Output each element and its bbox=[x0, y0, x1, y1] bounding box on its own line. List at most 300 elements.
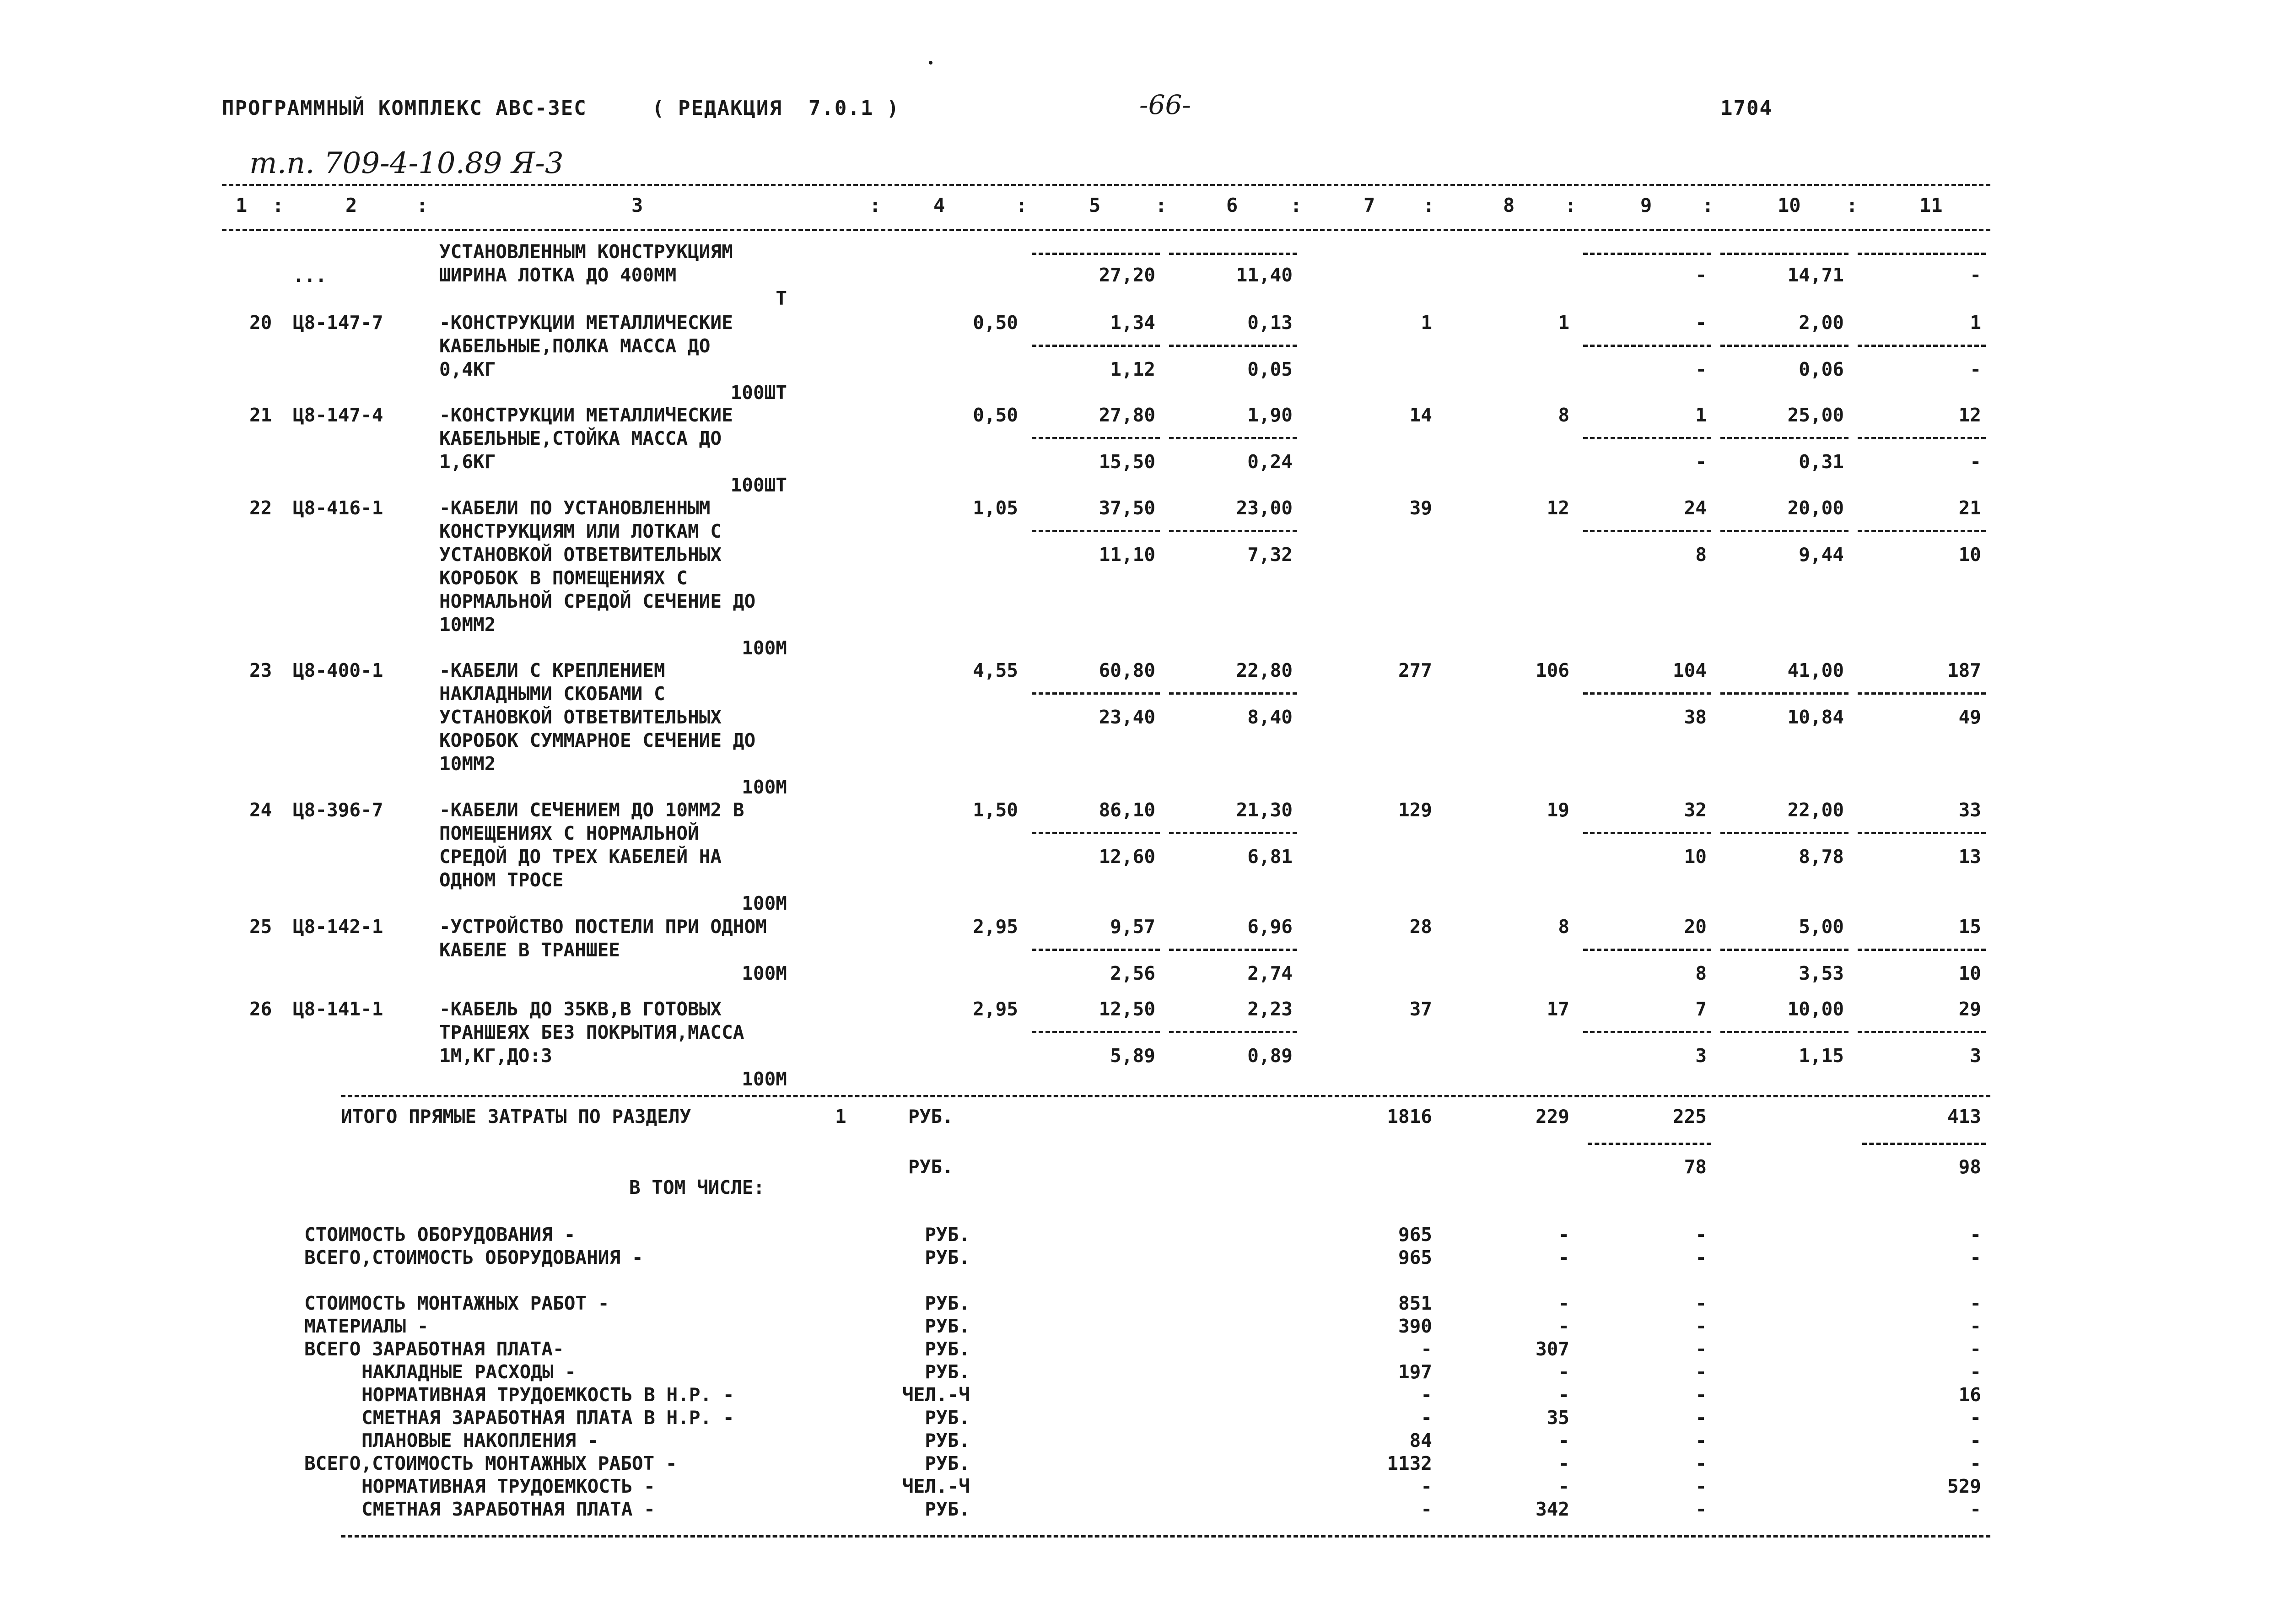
summary-unit: РУБ. bbox=[925, 1338, 970, 1360]
row-description-line: КАБЕЛЕ В ТРАНШЕЕ bbox=[439, 939, 620, 961]
row-description-line: КОНСТРУКЦИЯМ ИЛИ ЛОТКАМ С bbox=[439, 520, 722, 542]
summary-col8: - bbox=[1558, 1246, 1569, 1268]
summary-col9: - bbox=[1695, 1498, 1707, 1520]
total-label: ИТОГО ПРЯМЫЕ ЗАТРАТЫ ПО РАЗДЕЛУ bbox=[341, 1106, 691, 1128]
row-description-line: ТРАНШЕЯХ БЕЗ ПОКРЫТИЯ,МАССА bbox=[439, 1021, 744, 1043]
row-c11-bar bbox=[1858, 1031, 1986, 1033]
total-col7: 1816 bbox=[1387, 1106, 1432, 1128]
summary-unit: РУБ. bbox=[925, 1452, 970, 1474]
row-c10-bar bbox=[1720, 692, 1848, 695]
row-c11-total-value: 15 bbox=[1958, 916, 1981, 938]
summary-unit: РУБ. bbox=[925, 1246, 970, 1268]
row-c10-total-value: 22,00 bbox=[1787, 799, 1844, 821]
total-col9-b: 78 bbox=[1684, 1156, 1707, 1178]
row-description-line: 10ММ2 bbox=[439, 614, 496, 636]
row-c11-unit-value: 13 bbox=[1958, 846, 1981, 868]
row-c10-unit-value: 0,06 bbox=[1799, 358, 1844, 380]
row-c10-unit-value: 1,15 bbox=[1799, 1045, 1844, 1067]
summary-label: ВСЕГО ЗАРАБОТНАЯ ПЛАТА- bbox=[304, 1338, 564, 1360]
row-c5-bar bbox=[1032, 530, 1160, 532]
total-col11-bar bbox=[1862, 1143, 1986, 1145]
row-c5-unit-value: 5,89 bbox=[1110, 1045, 1155, 1067]
row-c11-unit-value: 10 bbox=[1958, 544, 1981, 566]
summary-col8: - bbox=[1558, 1292, 1569, 1314]
row-code: ... bbox=[293, 264, 327, 286]
row-description-line: 1,6КГ bbox=[439, 451, 496, 473]
summary-col11: - bbox=[1970, 1292, 1981, 1314]
row-c5-unit-value: 2,56 bbox=[1110, 962, 1155, 984]
summary-col9: - bbox=[1695, 1407, 1707, 1429]
row-c10-bar bbox=[1720, 949, 1848, 951]
summary-col11: - bbox=[1970, 1246, 1981, 1268]
summary-col8: - bbox=[1558, 1475, 1569, 1497]
row-c6-total-value: 21,30 bbox=[1236, 799, 1293, 821]
column-header-cell: : bbox=[1016, 194, 1028, 216]
row-c11-total-value: 187 bbox=[1947, 659, 1981, 681]
row-description-line: ПОМЕЩЕНИЯХ С НОРМАЛЬНОЙ bbox=[439, 822, 699, 844]
row-col8: 17 bbox=[1547, 998, 1569, 1020]
row-c9-bar bbox=[1583, 1031, 1711, 1033]
row-description-line: КАБЕЛЬНЫЕ,ПОЛКА МАССА ДО bbox=[439, 335, 711, 357]
summary-col11: 16 bbox=[1958, 1384, 1981, 1406]
column-header-cell: 11 bbox=[1919, 194, 1943, 216]
row-c10-total-value: 5,00 bbox=[1799, 916, 1844, 938]
total-col9-a: 225 bbox=[1672, 1106, 1707, 1128]
row-c5-total-value: 12,50 bbox=[1099, 998, 1155, 1020]
summary-col9: - bbox=[1695, 1361, 1707, 1383]
row-c5-bar bbox=[1032, 832, 1160, 834]
row-col7: 39 bbox=[1409, 497, 1432, 519]
column-header-cell: : bbox=[869, 194, 881, 216]
summary-col7: 851 bbox=[1398, 1292, 1432, 1314]
row-description-line: 1М,КГ,ДО:3 bbox=[439, 1045, 552, 1067]
row-c10-total-value: 20,00 bbox=[1787, 497, 1844, 519]
row-c11-unit-value: 3 bbox=[1970, 1045, 1981, 1067]
row-number: 24 bbox=[249, 799, 272, 821]
row-description-line: УСТАНОВЛЕННЫМ КОНСТРУКЦИЯМ bbox=[439, 241, 733, 263]
total-col11-a: 413 bbox=[1947, 1106, 1981, 1128]
row-c6-unit-value: 2,74 bbox=[1247, 962, 1293, 984]
row-c9-bar bbox=[1583, 692, 1711, 695]
row-code: Ц8-147-4 bbox=[293, 404, 383, 426]
row-col8: 8 bbox=[1558, 404, 1569, 426]
summary-unit: ЧЕЛ.-Ч bbox=[902, 1384, 970, 1406]
summary-label: НАКЛАДНЫЕ РАСХОДЫ - bbox=[361, 1361, 576, 1383]
row-c10-bar bbox=[1720, 345, 1848, 347]
row-c9-total-value: 20 bbox=[1684, 916, 1707, 938]
column-header-cell: 2 bbox=[345, 194, 357, 216]
summary-unit: РУБ. bbox=[925, 1361, 970, 1383]
row-c10-bar bbox=[1720, 253, 1848, 255]
including-label: В ТОМ ЧИСЛЕ: bbox=[629, 1176, 765, 1198]
row-c11-unit-value: - bbox=[1970, 264, 1981, 286]
summary-col9: - bbox=[1695, 1430, 1707, 1451]
row-col8: 19 bbox=[1547, 799, 1569, 821]
row-description-line: -КАБЕЛИ С КРЕПЛЕНИЕМ bbox=[439, 659, 665, 681]
total-col8: 229 bbox=[1535, 1106, 1569, 1128]
row-col4-norm: 4,55 bbox=[973, 659, 1018, 681]
speck bbox=[929, 61, 932, 65]
row-c9-bar bbox=[1583, 530, 1711, 532]
summary-col11: - bbox=[1970, 1452, 1981, 1474]
summary-col8: - bbox=[1558, 1452, 1569, 1474]
summary-col8: 307 bbox=[1535, 1338, 1569, 1360]
row-c11-unit-value: 49 bbox=[1958, 706, 1981, 728]
page-number: -66- bbox=[1139, 89, 1191, 120]
row-c9-bar bbox=[1583, 832, 1711, 834]
row-c10-bar bbox=[1720, 832, 1848, 834]
row-description-line: 0,4КГ bbox=[439, 358, 496, 380]
summary-col9: - bbox=[1695, 1384, 1707, 1406]
handwritten-project-code: т.п. 709-4-10.89 Я-3 bbox=[249, 146, 564, 180]
summary-label: ПЛАНОВЫЕ НАКОПЛЕНИЯ - bbox=[361, 1430, 599, 1451]
column-header-cell: : bbox=[1155, 194, 1167, 216]
row-c10-unit-value: 9,44 bbox=[1799, 544, 1844, 566]
row-c9-total-value: 1 bbox=[1695, 404, 1707, 426]
total-unit-2: РУБ. bbox=[908, 1156, 954, 1178]
summary-col7: 1132 bbox=[1387, 1452, 1432, 1474]
row-col4-norm: 2,95 bbox=[973, 916, 1018, 938]
row-c6-bar bbox=[1169, 437, 1297, 439]
row-c11-unit-value: - bbox=[1970, 451, 1981, 473]
row-c5-unit-value: 11,10 bbox=[1099, 544, 1155, 566]
row-description-line: НАКЛАДНЫМИ СКОБАМИ С bbox=[439, 683, 665, 705]
column-header-cell: 1 bbox=[236, 194, 248, 216]
row-code: Ц8-416-1 bbox=[293, 497, 383, 519]
row-unit: Т bbox=[776, 287, 787, 309]
bottom-rule bbox=[341, 1535, 1990, 1538]
row-description-line: -КОНСТРУКЦИИ МЕТАЛЛИЧЕСКИЕ bbox=[439, 312, 733, 334]
row-unit: 100М bbox=[742, 776, 787, 798]
row-c5-total-value: 86,10 bbox=[1099, 799, 1155, 821]
row-c11-bar bbox=[1858, 530, 1986, 532]
row-c9-unit-value: 10 bbox=[1684, 846, 1707, 868]
row-c9-total-value: 7 bbox=[1695, 998, 1707, 1020]
row-c6-bar bbox=[1169, 1031, 1297, 1033]
row-c10-unit-value: 3,53 bbox=[1799, 962, 1844, 984]
row-c5-unit-value: 15,50 bbox=[1099, 451, 1155, 473]
summary-unit: РУБ. bbox=[925, 1430, 970, 1451]
row-col7: 28 bbox=[1409, 916, 1432, 938]
row-c6-unit-value: 0,05 bbox=[1247, 358, 1293, 380]
summary-col9: - bbox=[1695, 1246, 1707, 1268]
column-header-cell: 7 bbox=[1363, 194, 1375, 216]
column-header-cell: : bbox=[1702, 194, 1714, 216]
row-c11-bar bbox=[1858, 949, 1986, 951]
row-c9-bar bbox=[1583, 437, 1711, 439]
row-description-line: -КАБЕЛИ ПО УСТАНОВЛЕННЫМ bbox=[439, 497, 711, 519]
row-c5-bar bbox=[1032, 437, 1160, 439]
row-c9-unit-value: - bbox=[1695, 451, 1707, 473]
summary-label: СМЕТНАЯ ЗАРАБОТНАЯ ПЛАТА В Н.Р. - bbox=[361, 1407, 734, 1429]
top-rule bbox=[222, 184, 1990, 186]
row-c6-bar bbox=[1169, 692, 1297, 695]
row-c5-unit-value: 12,60 bbox=[1099, 846, 1155, 868]
summary-col7: 390 bbox=[1398, 1315, 1432, 1337]
summary-col7: 965 bbox=[1398, 1246, 1432, 1268]
row-unit: 100М bbox=[742, 1068, 787, 1090]
column-header-cell: 3 bbox=[631, 194, 643, 216]
row-col7: 277 bbox=[1398, 659, 1432, 681]
row-description-line: КОРОБОК СУММАРНОЕ СЕЧЕНИЕ ДО bbox=[439, 729, 756, 751]
row-description-line: СРЕДОЙ ДО ТРЕХ КАБЕЛЕЙ НА bbox=[439, 846, 722, 868]
summary-col7: - bbox=[1421, 1384, 1432, 1406]
row-c6-bar bbox=[1169, 949, 1297, 951]
row-c6-bar bbox=[1169, 530, 1297, 532]
summary-col9: - bbox=[1695, 1292, 1707, 1314]
row-c10-total-value: 41,00 bbox=[1787, 659, 1844, 681]
row-c5-total-value: 37,50 bbox=[1099, 497, 1155, 519]
row-c6-total-value: 2,23 bbox=[1247, 998, 1293, 1020]
row-c6-total-value: 1,90 bbox=[1247, 404, 1293, 426]
row-c9-bar bbox=[1583, 253, 1711, 255]
row-number: 21 bbox=[249, 404, 272, 426]
row-c11-unit-value: 10 bbox=[1958, 962, 1981, 984]
summary-label: СТОИМОСТЬ ОБОРУДОВАНИЯ - bbox=[304, 1224, 576, 1246]
row-col7: 129 bbox=[1398, 799, 1432, 821]
summary-col8: - bbox=[1558, 1361, 1569, 1383]
row-c5-unit-value: 23,40 bbox=[1099, 706, 1155, 728]
row-c10-bar bbox=[1720, 530, 1848, 532]
summary-col7: 965 bbox=[1398, 1224, 1432, 1246]
row-c9-unit-value: - bbox=[1695, 264, 1707, 286]
row-col4-norm: 1,50 bbox=[973, 799, 1018, 821]
row-description-line: -КАБЕЛЬ ДО 35КВ,В ГОТОВЫХ bbox=[439, 998, 722, 1020]
row-c6-total-value: 0,13 bbox=[1247, 312, 1293, 334]
row-c6-unit-value: 7,32 bbox=[1247, 544, 1293, 566]
row-c11-unit-value: - bbox=[1970, 358, 1981, 380]
row-c5-total-value: 1,34 bbox=[1110, 312, 1155, 334]
summary-label: СМЕТНАЯ ЗАРАБОТНАЯ ПЛАТА - bbox=[361, 1498, 655, 1520]
row-c6-total-value: 22,80 bbox=[1236, 659, 1293, 681]
row-c6-unit-value: 11,40 bbox=[1236, 264, 1293, 286]
row-description-line: -КАБЕЛИ СЕЧЕНИЕМ ДО 10ММ2 В bbox=[439, 799, 744, 821]
row-description-line: УСТАНОВКОЙ ОТВЕТВИТЕЛЬНЫХ bbox=[439, 706, 722, 728]
total-rule bbox=[341, 1095, 1990, 1097]
row-c6-total-value: 6,96 bbox=[1247, 916, 1293, 938]
column-header-cell: : bbox=[1565, 194, 1577, 216]
row-c5-bar bbox=[1032, 949, 1160, 951]
row-c9-unit-value: 8 bbox=[1695, 544, 1707, 566]
column-header-cell: : bbox=[1423, 194, 1435, 216]
row-c11-bar bbox=[1858, 832, 1986, 834]
column-header-cell: : bbox=[272, 194, 284, 216]
row-code: Ц8-141-1 bbox=[293, 998, 383, 1020]
row-col4-norm: 1,05 bbox=[973, 497, 1018, 519]
row-col4-norm: 2,95 bbox=[973, 998, 1018, 1020]
row-number: 26 bbox=[249, 998, 272, 1020]
total-col9-bar bbox=[1588, 1143, 1711, 1145]
row-unit: 100ШТ bbox=[730, 382, 787, 404]
summary-col7: - bbox=[1421, 1475, 1432, 1497]
row-col7: 37 bbox=[1409, 998, 1432, 1020]
row-description-line: -УСТРОЙСТВО ПОСТЕЛИ ПРИ ОДНОМ bbox=[439, 916, 767, 938]
row-c6-bar bbox=[1169, 253, 1297, 255]
row-c10-total-value: 2,00 bbox=[1799, 312, 1844, 334]
row-description-line: КОРОБОК В ПОМЕЩЕНИЯХ С bbox=[439, 567, 688, 589]
summary-col8: - bbox=[1558, 1315, 1569, 1337]
summary-label: ВСЕГО,СТОИМОСТЬ МОНТАЖНЫХ РАБОТ - bbox=[304, 1452, 677, 1474]
summary-col8: 35 bbox=[1547, 1407, 1569, 1429]
row-description-line: ШИРИНА ЛОТКА ДО 400ММ bbox=[439, 264, 677, 286]
row-c6-total-value: 23,00 bbox=[1236, 497, 1293, 519]
row-c11-bar bbox=[1858, 253, 1986, 255]
column-header-cell: 4 bbox=[933, 194, 945, 216]
column-header-cell: 8 bbox=[1503, 194, 1515, 216]
row-c11-bar bbox=[1858, 692, 1986, 695]
summary-col11: - bbox=[1970, 1498, 1981, 1520]
row-description-line: ОДНОМ ТРОСЕ bbox=[439, 869, 564, 891]
summary-col11: - bbox=[1970, 1224, 1981, 1246]
row-c5-bar bbox=[1032, 253, 1160, 255]
column-header-cell: 9 bbox=[1640, 194, 1652, 216]
summary-col9: - bbox=[1695, 1452, 1707, 1474]
summary-col8: 342 bbox=[1535, 1498, 1569, 1520]
row-c5-total-value: 9,57 bbox=[1110, 916, 1155, 938]
summary-unit: ЧЕЛ.-Ч bbox=[902, 1475, 970, 1497]
document-code: 1704 bbox=[1720, 97, 1773, 120]
row-c10-unit-value: 10,84 bbox=[1787, 706, 1844, 728]
row-c9-total-value: 32 bbox=[1684, 799, 1707, 821]
row-c5-total-value: 27,80 bbox=[1099, 404, 1155, 426]
row-c5-unit-value: 1,12 bbox=[1110, 358, 1155, 380]
row-number: 23 bbox=[249, 659, 272, 681]
row-c5-unit-value: 27,20 bbox=[1099, 264, 1155, 286]
summary-col9: - bbox=[1695, 1224, 1707, 1246]
row-code: Ц8-396-7 bbox=[293, 799, 383, 821]
row-c11-total-value: 21 bbox=[1958, 497, 1981, 519]
row-c10-bar bbox=[1720, 437, 1848, 439]
row-c10-total-value: 10,00 bbox=[1787, 998, 1844, 1020]
row-c11-total-value: 29 bbox=[1958, 998, 1981, 1020]
summary-col9: - bbox=[1695, 1475, 1707, 1497]
total-unit-1: РУБ. bbox=[908, 1106, 954, 1128]
summary-label: НОРМАТИВНАЯ ТРУДОЕМКОСТЬ - bbox=[361, 1475, 655, 1497]
summary-unit: РУБ. bbox=[925, 1407, 970, 1429]
summary-col7: - bbox=[1421, 1407, 1432, 1429]
row-number: 20 bbox=[249, 312, 272, 334]
header-rule bbox=[222, 229, 1990, 231]
row-c9-total-value: 104 bbox=[1672, 659, 1707, 681]
column-header bbox=[0, 196, 2285, 219]
row-description-line: НОРМАЛЬНОЙ СРЕДОЙ СЕЧЕНИЕ ДО bbox=[439, 590, 756, 612]
row-c6-unit-value: 0,89 bbox=[1247, 1045, 1293, 1067]
row-c5-bar bbox=[1032, 1031, 1160, 1033]
row-description-line: УСТАНОВКОЙ ОТВЕТВИТЕЛЬНЫХ bbox=[439, 544, 722, 566]
row-c11-total-value: 33 bbox=[1958, 799, 1981, 821]
row-c10-unit-value: 8,78 bbox=[1799, 846, 1844, 868]
row-c9-unit-value: - bbox=[1695, 358, 1707, 380]
row-description-line: 10ММ2 bbox=[439, 753, 496, 775]
row-number: 25 bbox=[249, 916, 272, 938]
row-unit: 100ШТ bbox=[730, 474, 787, 496]
row-c9-total-value: 24 bbox=[1684, 497, 1707, 519]
summary-col11: 529 bbox=[1947, 1475, 1981, 1497]
summary-col8: - bbox=[1558, 1384, 1569, 1406]
row-col7: 14 bbox=[1409, 404, 1432, 426]
row-col8: 12 bbox=[1547, 497, 1569, 519]
summary-label: ВСЕГО,СТОИМОСТЬ ОБОРУДОВАНИЯ - bbox=[304, 1246, 643, 1268]
row-number: 22 bbox=[249, 497, 272, 519]
row-c9-unit-value: 38 bbox=[1684, 706, 1707, 728]
column-header-cell: : bbox=[416, 194, 428, 216]
summary-unit: РУБ. bbox=[925, 1315, 970, 1337]
summary-col11: - bbox=[1970, 1407, 1981, 1429]
row-col4-norm: 0,50 bbox=[973, 404, 1018, 426]
row-code: Ц8-142-1 bbox=[293, 916, 383, 938]
row-c5-bar bbox=[1032, 345, 1160, 347]
row-c10-unit-value: 14,71 bbox=[1787, 264, 1844, 286]
row-code: Ц8-400-1 bbox=[293, 659, 383, 681]
row-col4-norm: 0,50 bbox=[973, 312, 1018, 334]
summary-label: МАТЕРИАЛЫ - bbox=[304, 1315, 429, 1337]
total-section: 1 bbox=[835, 1106, 846, 1128]
column-header-cell: 10 bbox=[1778, 194, 1801, 216]
summary-unit: РУБ. bbox=[925, 1292, 970, 1314]
column-header-cell: 5 bbox=[1089, 194, 1101, 216]
row-c9-total-value: - bbox=[1695, 312, 1707, 334]
row-c10-unit-value: 0,31 bbox=[1799, 451, 1844, 473]
row-c10-bar bbox=[1720, 1031, 1848, 1033]
summary-label: НОРМАТИВНАЯ ТРУДОЕМКОСТЬ В Н.Р. - bbox=[361, 1384, 734, 1406]
summary-unit: РУБ. bbox=[925, 1498, 970, 1520]
row-col8: 1 bbox=[1558, 312, 1569, 334]
row-c11-total-value: 12 bbox=[1958, 404, 1981, 426]
row-description-line: КАБЕЛЬНЫЕ,СТОЙКА МАССА ДО bbox=[439, 427, 722, 449]
summary-col11: - bbox=[1970, 1430, 1981, 1451]
row-c6-unit-value: 6,81 bbox=[1247, 846, 1293, 868]
column-header-cell: 6 bbox=[1226, 194, 1238, 216]
row-c10-total-value: 25,00 bbox=[1787, 404, 1844, 426]
row-c6-unit-value: 8,40 bbox=[1247, 706, 1293, 728]
row-col8: 106 bbox=[1535, 659, 1569, 681]
row-c5-bar bbox=[1032, 692, 1160, 695]
row-unit: 100М bbox=[742, 962, 787, 984]
summary-col7: - bbox=[1421, 1338, 1432, 1360]
row-c9-bar bbox=[1583, 949, 1711, 951]
column-header-cell: : bbox=[1846, 194, 1858, 216]
summary-col11: - bbox=[1970, 1361, 1981, 1383]
program-title: ПРОГРАММНЫЙ КОМПЛЕКС АВС-ЗЕС bbox=[222, 97, 587, 120]
summary-unit: РУБ. bbox=[925, 1224, 970, 1246]
row-c11-total-value: 1 bbox=[1970, 312, 1981, 334]
summary-col9: - bbox=[1695, 1315, 1707, 1337]
row-description-line: -КОНСТРУКЦИИ МЕТАЛЛИЧЕСКИЕ bbox=[439, 404, 733, 426]
summary-col7: - bbox=[1421, 1498, 1432, 1520]
column-header-cell: : bbox=[1290, 194, 1302, 216]
summary-col11: - bbox=[1970, 1338, 1981, 1360]
summary-col8: - bbox=[1558, 1224, 1569, 1246]
row-unit: 100М bbox=[742, 892, 787, 914]
edition-label: ( РЕДАКЦИЯ 7.0.1 ) bbox=[652, 97, 900, 120]
total-col11-b: 98 bbox=[1958, 1156, 1981, 1178]
row-code: Ц8-147-7 bbox=[293, 312, 383, 334]
row-c11-bar bbox=[1858, 345, 1986, 347]
summary-col11: - bbox=[1970, 1315, 1981, 1337]
summary-col8: - bbox=[1558, 1430, 1569, 1451]
row-c6-unit-value: 0,24 bbox=[1247, 451, 1293, 473]
row-c6-bar bbox=[1169, 345, 1297, 347]
row-unit: 100М bbox=[742, 637, 787, 659]
summary-label: СТОИМОСТЬ МОНТАЖНЫХ РАБОТ - bbox=[304, 1292, 609, 1314]
row-c9-unit-value: 3 bbox=[1695, 1045, 1707, 1067]
row-c5-total-value: 60,80 bbox=[1099, 659, 1155, 681]
row-c9-unit-value: 8 bbox=[1695, 962, 1707, 984]
summary-col9: - bbox=[1695, 1338, 1707, 1360]
row-col8: 8 bbox=[1558, 916, 1569, 938]
summary-col7: 84 bbox=[1409, 1430, 1432, 1451]
summary-col7: 197 bbox=[1398, 1361, 1432, 1383]
